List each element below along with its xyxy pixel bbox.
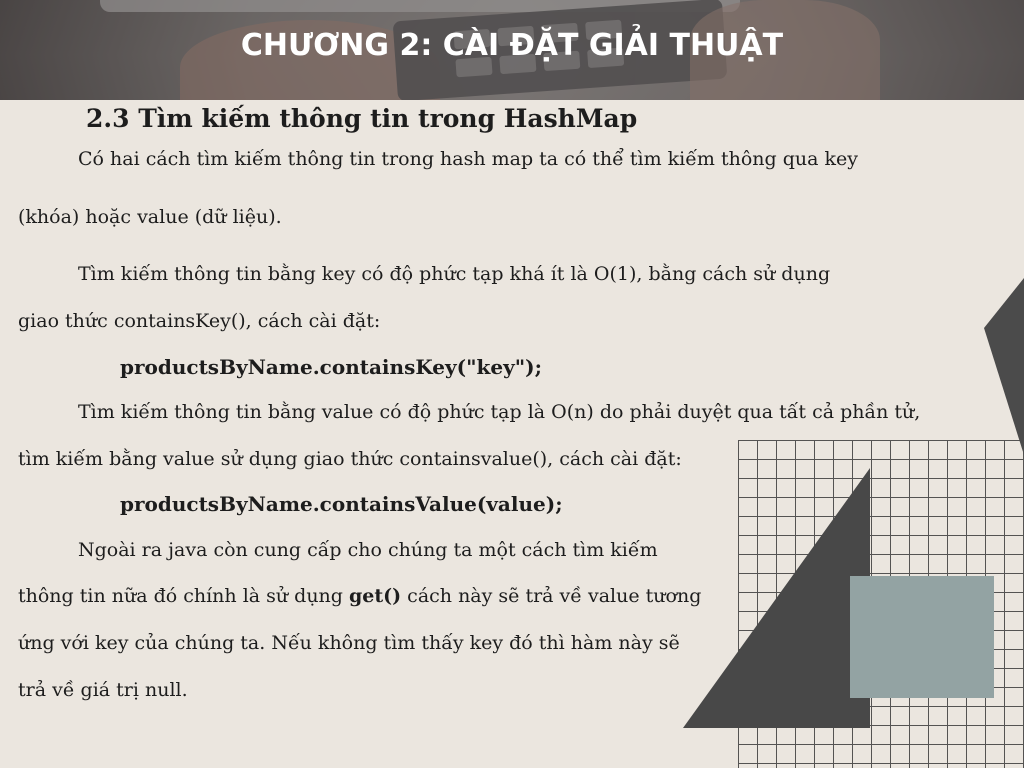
paragraph-line: Ngoài ra java còn cung cấp cho chúng ta một cách tìm kiếm — [78, 539, 658, 561]
paragraph-line: Tìm kiếm thông tin bằng key có độ phức tạp khá ít là O(1), bằng cách sử dụng — [78, 263, 831, 285]
dark-triangle — [683, 468, 870, 728]
code-snippet: productsByName.containsKey("key"); — [120, 355, 542, 379]
paragraph-line: Tìm kiếm thông tin bằng value có độ phức tạp là O(n) do phải duyệt qua tất cả phần tử, — [78, 401, 921, 423]
paragraph-line: tìm kiếm bằng value sử dụng giao thức containsvalue(), cách cài đặt: — [18, 448, 682, 470]
paragraph-line: giao thức containsKey(), cách cài đặt: — [18, 310, 381, 332]
method-name: get() — [349, 585, 402, 607]
paragraph-line: (khóa) hoặc value (dữ liệu). — [18, 206, 282, 228]
paragraph-line: trả về giá trị null. — [18, 679, 188, 701]
paragraph-line: ứng với key của chúng ta. Nếu không tìm thấy key đó thì hàm này sẽ — [18, 632, 680, 654]
code-snippet: productsByName.containsValue(value); — [120, 492, 563, 516]
paragraph-line: Có hai cách tìm kiếm thông tin trong hash map ta có thể tìm kiếm thông qua key — [78, 148, 858, 170]
grey-square — [850, 576, 994, 698]
paragraph-line — [18, 585, 701, 607]
dark-triangle-edge — [984, 278, 1024, 455]
section-heading: 2.3 Tìm kiếm thông tin trong HashMap — [86, 104, 638, 133]
text-run: cách này sẽ trả về value tương — [401, 585, 702, 607]
slide-title: CHƯƠNG 2: CÀI ĐẶT GIẢI THUẬT — [240, 28, 784, 63]
text-run: thông tin nữa đó chính là sử dụng — [18, 585, 349, 607]
